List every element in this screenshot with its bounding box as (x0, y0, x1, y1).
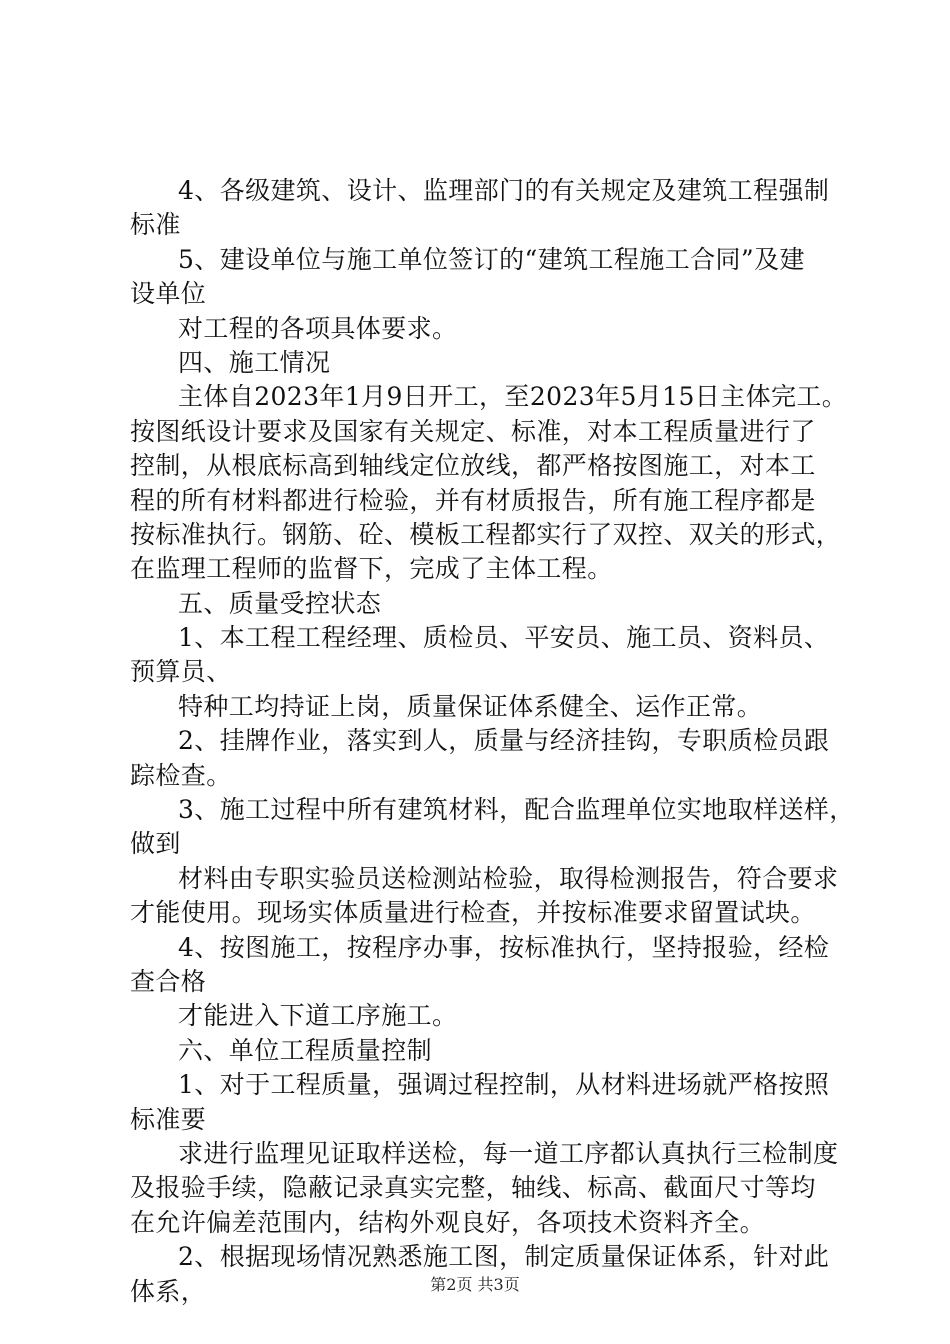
text-line: 2、挂牌作业，落实到人，质量与经济挂钩，专职质检员跟 (178, 726, 830, 756)
text-line: 1、本工程工程经理、质检员、平安员、施工员、资料员、 (178, 623, 830, 653)
text-line: 预算员、 (130, 657, 232, 687)
text-line: 求进行监理见证取样送检，每一道工序都认真执行三检制度 (178, 1138, 839, 1168)
text-line: 主体自2023年1月9日开工，至2023年5月15日主体完工。 (178, 382, 848, 412)
text-line: 程的所有材料都进行检验，并有材质报告，所有施工程序都是 (130, 485, 816, 515)
text-line: 4、按图施工，按程序办事，按标准执行，坚持报验，经检 (178, 932, 830, 962)
text-line: 1、对于工程质量，强调过程控制，从材料进场就严格按照 (178, 1070, 830, 1100)
text-line: 标准 (130, 210, 181, 240)
page-footer: 第2页 共3页 (430, 1275, 520, 1294)
text-line: 标准要 (130, 1104, 207, 1134)
text-line: 查合格 (130, 966, 207, 996)
text-line: 体系， (130, 1276, 207, 1306)
text-line: 4、各级建筑、设计、监理部门的有关规定及建筑工程强制 (178, 176, 830, 205)
text-line: 控制，从根底标高到轴线定位放线，都严格按图施工，对本工 (130, 451, 816, 481)
text-line: 五、质量受控状态 (178, 588, 382, 618)
text-line: 六、单位工程质量控制 (178, 1035, 433, 1065)
text-line: 特种工均持证上岗，质量保证体系健全、运作正常。 (178, 691, 763, 721)
text-line: 设单位 (130, 279, 207, 309)
text-line: 对工程的各项具体要求。 (178, 313, 458, 343)
text-line: 四、施工情况 (178, 347, 331, 377)
text-line: 在允许偏差范围内，结构外观良好，各项技术资料齐全。 (130, 1207, 766, 1237)
text-line: 按图纸设计要求及国家有关规定、标准，对本工程质量进行了 (130, 416, 816, 446)
text-line: 2、根据现场情况熟悉施工图，制定质量保证体系，针对此 (178, 1242, 830, 1272)
text-line: 才能使用。现场实体质量进行检查，并按标准要求留置试块。 (130, 898, 816, 928)
text-line: 5、建设单位与施工单位签订的“建筑工程施工合同”及建 (178, 244, 805, 274)
text-line: 按标准执行。钢筋、砼、模板工程都实行了双控、双关的形式， (130, 519, 842, 549)
document-body (130, 174, 855, 1309)
text-line: 才能进入下道工序施工。 (178, 1001, 458, 1031)
text-line: 及报验手续，隐蔽记录真实完整，轴线、标高、截面尺寸等均 (130, 1173, 816, 1203)
text-line: 材料由专职实验员送检测站检验，取得检测报告，符合要求 (178, 863, 839, 893)
text-line: 3、施工过程中所有建筑材料，配合监理单位实地取样送样， (178, 795, 855, 825)
text-line: 踪检查。 (130, 760, 232, 790)
text-line: 在监理工程师的监督下，完成了主体工程。 (130, 554, 613, 584)
text-line: 做到 (130, 829, 181, 859)
